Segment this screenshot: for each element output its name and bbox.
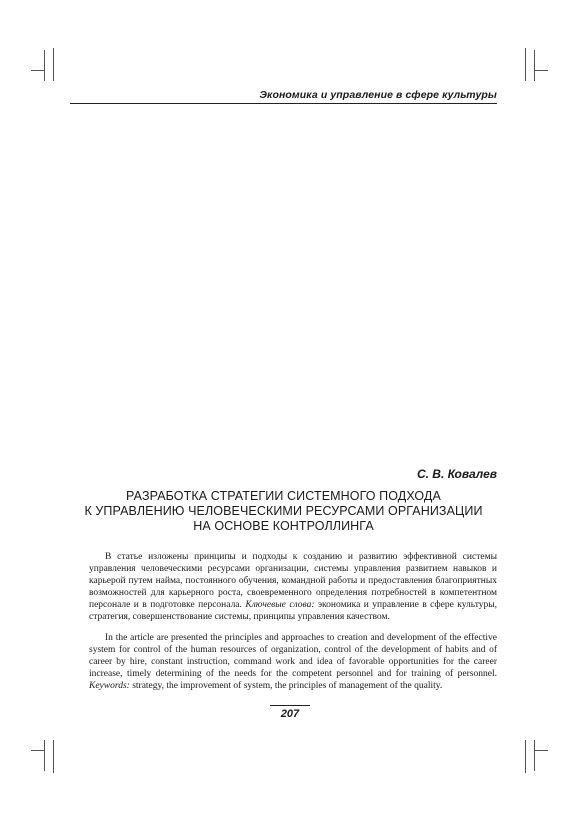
keywords-label-ru: Ключевые слова: (245, 600, 315, 610)
abstract-ru-text: В статье изложены принципы и подходы к созданию и развитию эффективной системы управления человеческими ресурсами организации, системы управления развитием навыков и карьерой путем найма, постоянного обучения, командной работы и предоставления благоприятных возможностей для карьерного роста, своевременного определения потребностей в компетентном персонале и в подготовке персонала. (89, 552, 497, 610)
keywords-ru: экономика и управление в сфере культуры, стратегия, совершенствование системы, принципы управления качеством. (89, 600, 498, 622)
header-rule (70, 103, 497, 104)
keywords-en: strategy, the improvement of system, the principles of management of the quality. (132, 681, 443, 691)
article-title (70, 489, 497, 534)
abstract-en-text: In the article are presented the principles and approaches to creation and development of the effective system for control of the human resources of organization, control of the development of habits and of career by hire, constant instruction, command work and idea of favorable opportunities for the career increase, timely determining of the needs for the competent personnel and for training of personnel. (89, 633, 497, 679)
abstract-en (89, 632, 497, 692)
title-line: НА ОСНОВЕ КОНТРОЛЛИНГА (193, 519, 374, 533)
keywords-label-en: Keywords: (89, 681, 130, 691)
running-header: Экономика и управление в сфере культуры (259, 89, 497, 101)
page-number: 207 (280, 708, 300, 720)
article-author: С. В. Ковалев (416, 467, 497, 481)
abstract-ru (89, 551, 497, 623)
footer-rule (270, 705, 310, 706)
article-abstract (89, 551, 497, 692)
title-line: К УПРАВЛЕНИЮ ЧЕЛОВЕЧЕСКИМИ РЕСУРСАМИ ОРГАНИЗАЦИИ (84, 504, 483, 518)
title-line: РАЗРАБОТКА СТРАТЕГИИ СИСТЕМНОГО ПОДХОДА (126, 489, 441, 503)
